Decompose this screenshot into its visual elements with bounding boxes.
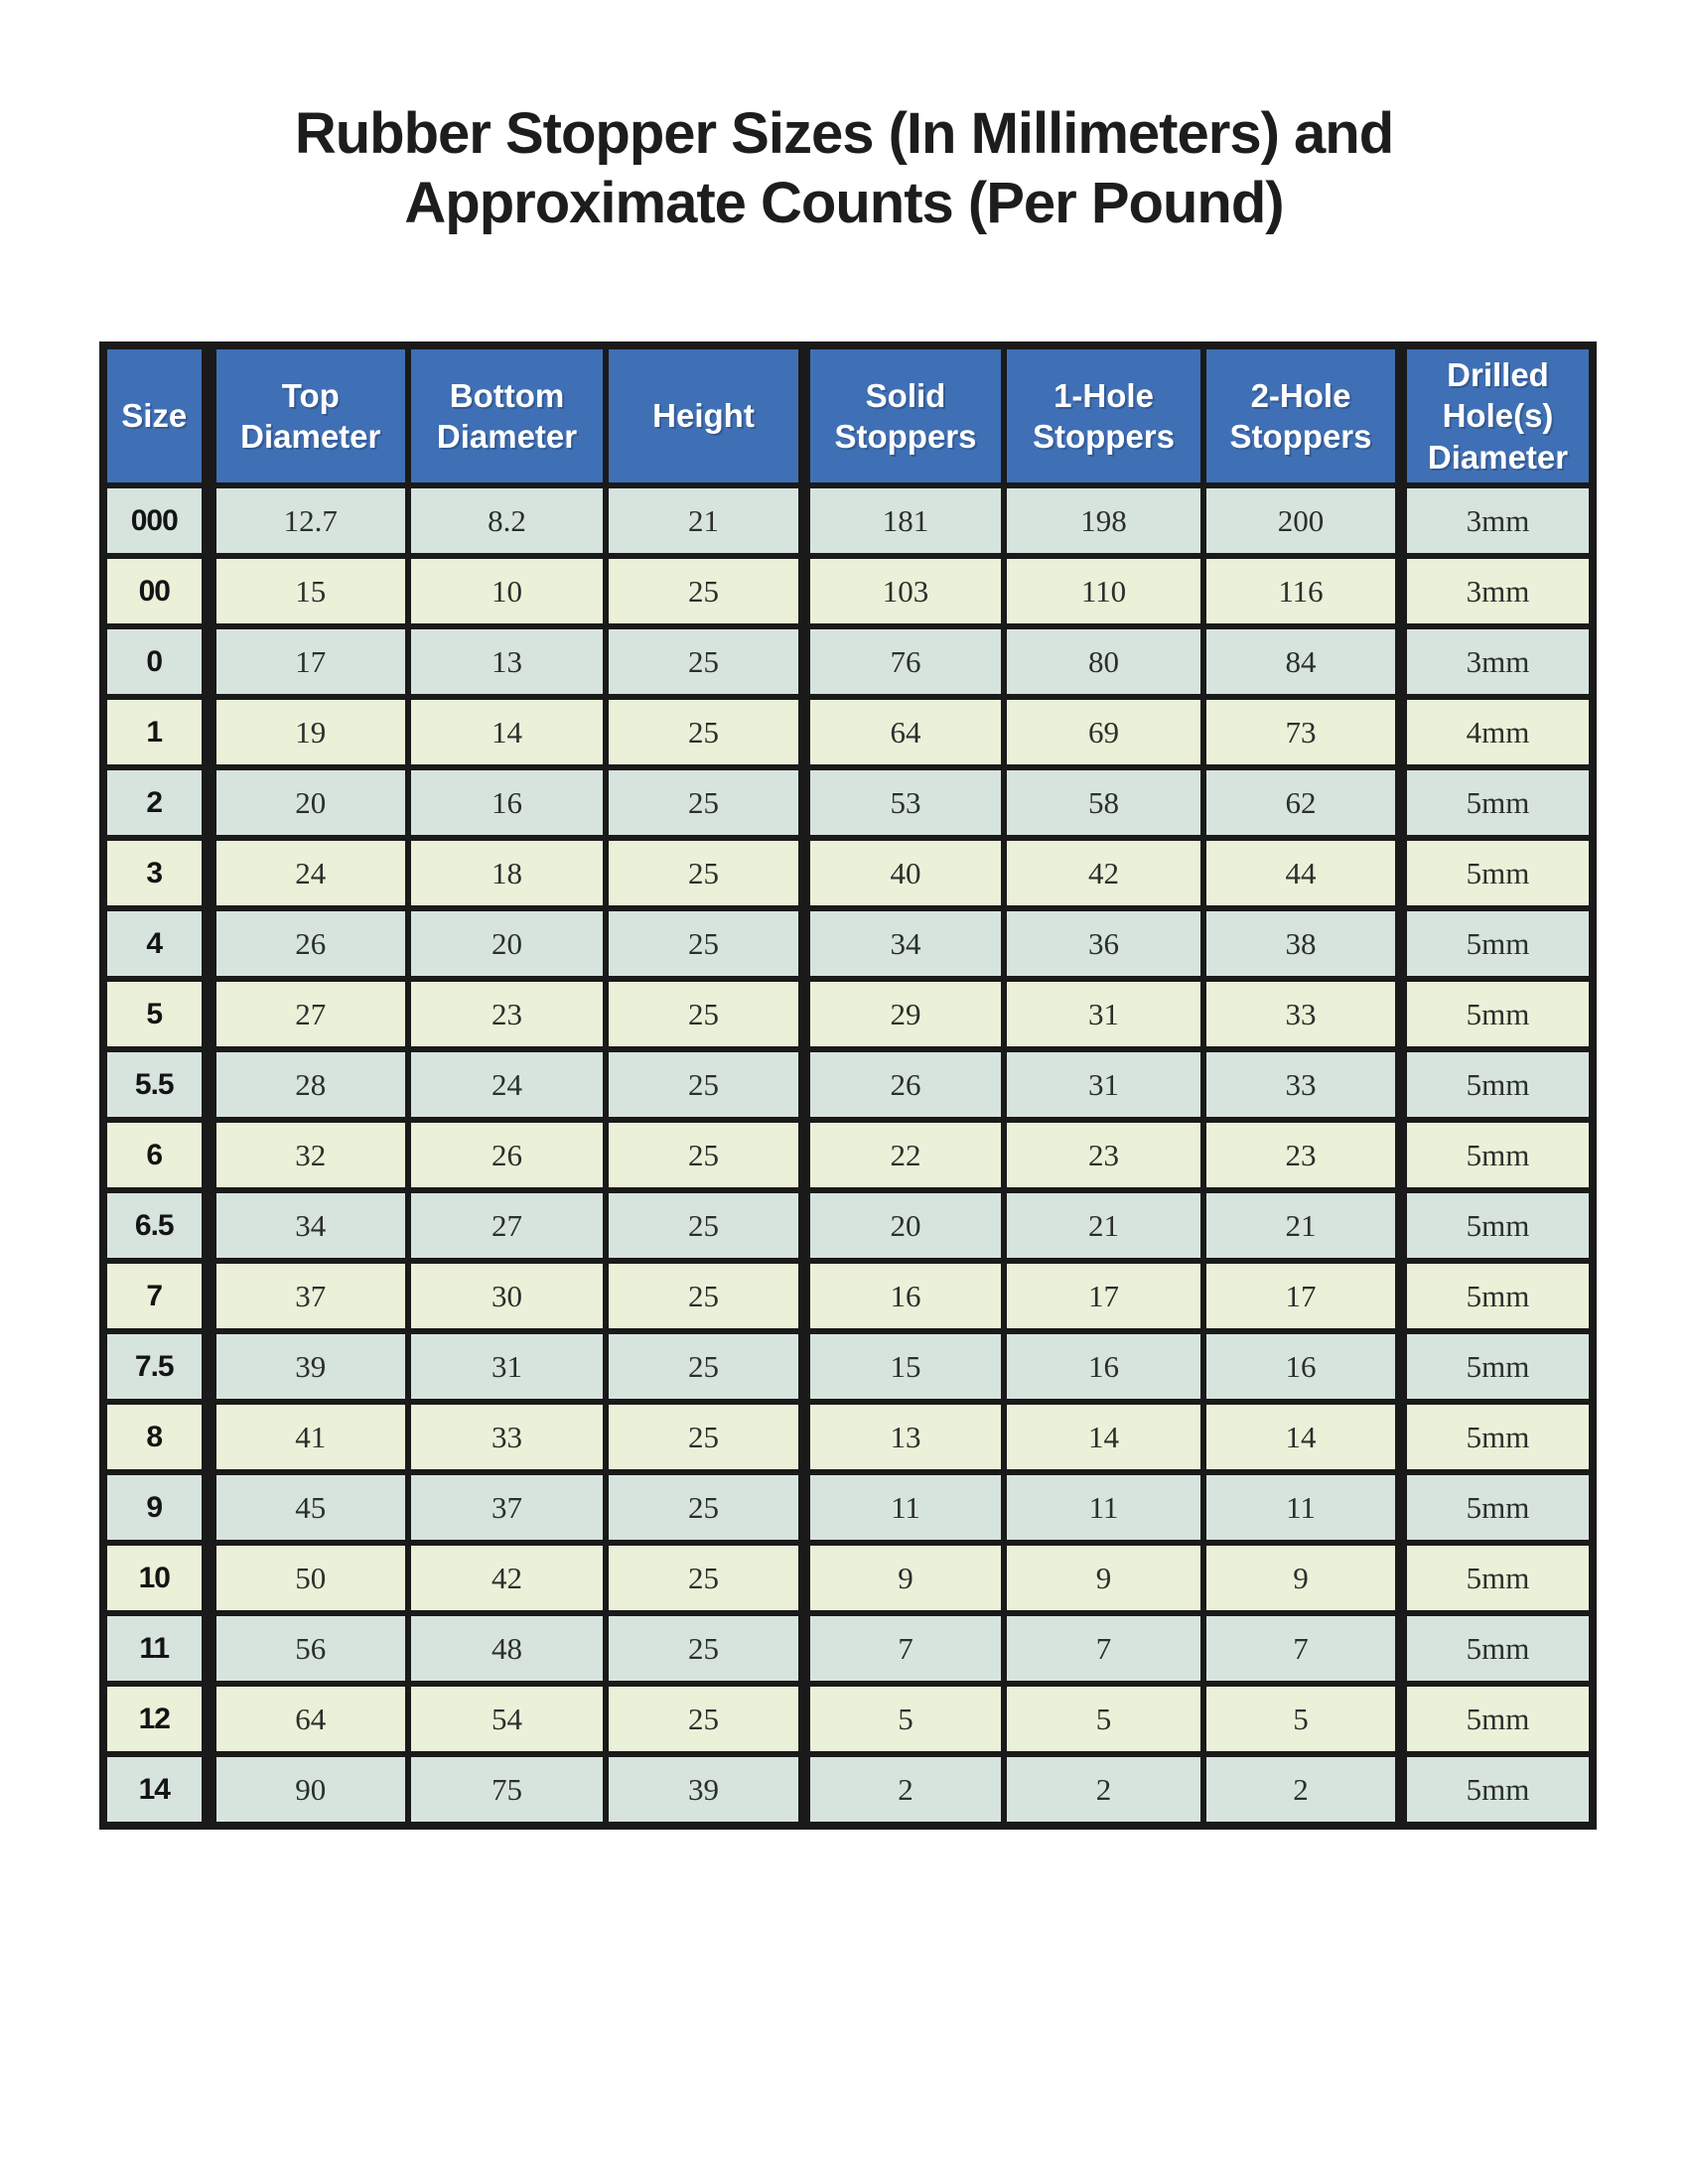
size-cell: 5	[103, 979, 209, 1049]
table-row	[103, 1261, 1593, 1331]
size-cell: 4	[103, 908, 209, 979]
bottom-cell: 13	[408, 626, 606, 697]
height-cell: 25	[606, 697, 804, 767]
solid-cell: 29	[804, 979, 1004, 1049]
table-row	[103, 1684, 1593, 1754]
bottom-cell: 31	[408, 1331, 606, 1402]
top-cell: 56	[209, 1613, 408, 1684]
solid-cell: 7	[804, 1613, 1004, 1684]
two_hole-cell: 16	[1203, 1331, 1401, 1402]
table-row	[103, 1402, 1593, 1472]
drilled-cell: 4mm	[1401, 697, 1593, 767]
drilled-cell: 3mm	[1401, 485, 1593, 556]
solid-cell: 181	[804, 485, 1004, 556]
two_hole-cell: 21	[1203, 1190, 1401, 1261]
height-cell: 25	[606, 626, 804, 697]
drilled-cell: 5mm	[1401, 1049, 1593, 1120]
bottom-cell: 54	[408, 1684, 606, 1754]
table-row	[103, 1049, 1593, 1120]
one_hole-cell: 80	[1004, 626, 1203, 697]
size-cell: 6	[103, 1120, 209, 1190]
size-cell: 0	[103, 626, 209, 697]
height-cell: 25	[606, 838, 804, 908]
two_hole-cell: 2	[1203, 1754, 1401, 1826]
top-cell: 50	[209, 1543, 408, 1613]
bottom-cell: 24	[408, 1049, 606, 1120]
drilled-cell: 5mm	[1401, 1684, 1593, 1754]
one_hole-cell: 42	[1004, 838, 1203, 908]
drilled-cell: 5mm	[1401, 1613, 1593, 1684]
size-cell: 5.5	[103, 1049, 209, 1120]
two_hole-cell: 11	[1203, 1472, 1401, 1543]
two_hole-cell: 44	[1203, 838, 1401, 908]
solid-cell: 26	[804, 1049, 1004, 1120]
table-row	[103, 838, 1593, 908]
two_hole-cell: 17	[1203, 1261, 1401, 1331]
table-row	[103, 1472, 1593, 1543]
one_hole-cell: 69	[1004, 697, 1203, 767]
size-cell: 9	[103, 1472, 209, 1543]
table-row	[103, 979, 1593, 1049]
solid-cell: 76	[804, 626, 1004, 697]
column-header-one_hole: 1-Hole Stoppers	[1004, 345, 1203, 485]
drilled-cell: 5mm	[1401, 1543, 1593, 1613]
height-cell: 25	[606, 1613, 804, 1684]
solid-cell: 2	[804, 1754, 1004, 1826]
two_hole-cell: 38	[1203, 908, 1401, 979]
height-cell: 25	[606, 1120, 804, 1190]
bottom-cell: 26	[408, 1120, 606, 1190]
height-cell: 25	[606, 1684, 804, 1754]
page-title-line-1: Rubber Stopper Sizes (In Millimeters) and	[294, 101, 1394, 166]
two_hole-cell: 62	[1203, 767, 1401, 838]
table-row	[103, 556, 1593, 626]
column-header-two_hole: 2-Hole Stoppers	[1203, 345, 1401, 485]
two_hole-cell: 200	[1203, 485, 1401, 556]
drilled-cell: 5mm	[1401, 1402, 1593, 1472]
top-cell: 34	[209, 1190, 408, 1261]
drilled-cell: 5mm	[1401, 908, 1593, 979]
top-cell: 20	[209, 767, 408, 838]
height-cell: 25	[606, 556, 804, 626]
solid-cell: 64	[804, 697, 1004, 767]
size-cell: 1	[103, 697, 209, 767]
drilled-cell: 3mm	[1401, 626, 1593, 697]
top-cell: 37	[209, 1261, 408, 1331]
bottom-cell: 30	[408, 1261, 606, 1331]
top-cell: 90	[209, 1754, 408, 1826]
solid-cell: 103	[804, 556, 1004, 626]
one_hole-cell: 58	[1004, 767, 1203, 838]
table-row	[103, 767, 1593, 838]
header-row	[103, 345, 1593, 485]
one_hole-cell: 9	[1004, 1543, 1203, 1613]
top-cell: 12.7	[209, 485, 408, 556]
table-row	[103, 908, 1593, 979]
two_hole-cell: 7	[1203, 1613, 1401, 1684]
column-header-drilled: Drilled Hole(s) Diameter	[1401, 345, 1593, 485]
column-header-top: Top Diameter	[209, 345, 408, 485]
one_hole-cell: 2	[1004, 1754, 1203, 1826]
two_hole-cell: 9	[1203, 1543, 1401, 1613]
two_hole-cell: 23	[1203, 1120, 1401, 1190]
drilled-cell: 5mm	[1401, 1472, 1593, 1543]
table-row	[103, 1331, 1593, 1402]
solid-cell: 40	[804, 838, 1004, 908]
bottom-cell: 42	[408, 1543, 606, 1613]
one_hole-cell: 7	[1004, 1613, 1203, 1684]
solid-cell: 15	[804, 1331, 1004, 1402]
solid-cell: 9	[804, 1543, 1004, 1613]
height-cell: 25	[606, 1543, 804, 1613]
size-cell: 7.5	[103, 1331, 209, 1402]
height-cell: 25	[606, 979, 804, 1049]
top-cell: 15	[209, 556, 408, 626]
two_hole-cell: 116	[1203, 556, 1401, 626]
drilled-cell: 5mm	[1401, 1190, 1593, 1261]
height-cell: 25	[606, 1049, 804, 1120]
height-cell: 25	[606, 1331, 804, 1402]
table-row	[103, 1543, 1593, 1613]
bottom-cell: 16	[408, 767, 606, 838]
bottom-cell: 20	[408, 908, 606, 979]
drilled-cell: 5mm	[1401, 1261, 1593, 1331]
two_hole-cell: 84	[1203, 626, 1401, 697]
size-cell: 10	[103, 1543, 209, 1613]
drilled-cell: 5mm	[1401, 767, 1593, 838]
table-row	[103, 1120, 1593, 1190]
bottom-cell: 8.2	[408, 485, 606, 556]
one_hole-cell: 14	[1004, 1402, 1203, 1472]
height-cell: 25	[606, 1472, 804, 1543]
one_hole-cell: 23	[1004, 1120, 1203, 1190]
bottom-cell: 10	[408, 556, 606, 626]
solid-cell: 34	[804, 908, 1004, 979]
size-cell: 11	[103, 1613, 209, 1684]
top-cell: 39	[209, 1331, 408, 1402]
table-row	[103, 485, 1593, 556]
height-cell: 25	[606, 908, 804, 979]
size-cell: 00	[103, 556, 209, 626]
bottom-cell: 37	[408, 1472, 606, 1543]
size-cell: 6.5	[103, 1190, 209, 1261]
table-row	[103, 697, 1593, 767]
size-cell: 12	[103, 1684, 209, 1754]
solid-cell: 13	[804, 1402, 1004, 1472]
solid-cell: 20	[804, 1190, 1004, 1261]
two_hole-cell: 14	[1203, 1402, 1401, 1472]
bottom-cell: 27	[408, 1190, 606, 1261]
bottom-cell: 14	[408, 697, 606, 767]
solid-cell: 16	[804, 1261, 1004, 1331]
table-row	[103, 1754, 1593, 1826]
one_hole-cell: 31	[1004, 979, 1203, 1049]
one_hole-cell: 16	[1004, 1331, 1203, 1402]
drilled-cell: 5mm	[1401, 838, 1593, 908]
height-cell: 21	[606, 485, 804, 556]
height-cell: 25	[606, 1261, 804, 1331]
top-cell: 17	[209, 626, 408, 697]
height-cell: 25	[606, 1402, 804, 1472]
stopper-size-table	[99, 341, 1597, 1830]
bottom-cell: 48	[408, 1613, 606, 1684]
size-cell: 8	[103, 1402, 209, 1472]
solid-cell: 22	[804, 1120, 1004, 1190]
height-cell: 25	[606, 1190, 804, 1261]
one_hole-cell: 5	[1004, 1684, 1203, 1754]
size-cell: 14	[103, 1754, 209, 1826]
one_hole-cell: 198	[1004, 485, 1203, 556]
table-row	[103, 626, 1593, 697]
size-cell: 7	[103, 1261, 209, 1331]
top-cell: 24	[209, 838, 408, 908]
table-body	[103, 485, 1593, 1826]
top-cell: 26	[209, 908, 408, 979]
table-row	[103, 1190, 1593, 1261]
top-cell: 19	[209, 697, 408, 767]
bottom-cell: 18	[408, 838, 606, 908]
one_hole-cell: 110	[1004, 556, 1203, 626]
column-header-height: Height	[606, 345, 804, 485]
column-header-solid: Solid Stoppers	[804, 345, 1004, 485]
two_hole-cell: 33	[1203, 1049, 1401, 1120]
two_hole-cell: 5	[1203, 1684, 1401, 1754]
top-cell: 32	[209, 1120, 408, 1190]
column-header-size: Size	[103, 345, 209, 485]
two_hole-cell: 73	[1203, 697, 1401, 767]
solid-cell: 11	[804, 1472, 1004, 1543]
drilled-cell: 5mm	[1401, 1754, 1593, 1826]
size-cell: 2	[103, 767, 209, 838]
solid-cell: 5	[804, 1684, 1004, 1754]
bottom-cell: 75	[408, 1754, 606, 1826]
drilled-cell: 5mm	[1401, 1120, 1593, 1190]
one_hole-cell: 17	[1004, 1261, 1203, 1331]
column-header-bottom: Bottom Diameter	[408, 345, 606, 485]
size-cell: 3	[103, 838, 209, 908]
two_hole-cell: 33	[1203, 979, 1401, 1049]
one_hole-cell: 31	[1004, 1049, 1203, 1120]
page-title-line-2: Approximate Counts (Per Pound)	[404, 171, 1284, 235]
table-row	[103, 1613, 1593, 1684]
top-cell: 41	[209, 1402, 408, 1472]
top-cell: 28	[209, 1049, 408, 1120]
drilled-cell: 3mm	[1401, 556, 1593, 626]
top-cell: 64	[209, 1684, 408, 1754]
top-cell: 27	[209, 979, 408, 1049]
height-cell: 25	[606, 767, 804, 838]
height-cell: 39	[606, 1754, 804, 1826]
drilled-cell: 5mm	[1401, 1331, 1593, 1402]
top-cell: 45	[209, 1472, 408, 1543]
bottom-cell: 23	[408, 979, 606, 1049]
one_hole-cell: 11	[1004, 1472, 1203, 1543]
size-cell: 000	[103, 485, 209, 556]
one_hole-cell: 36	[1004, 908, 1203, 979]
page-title	[0, 0, 1688, 238]
solid-cell: 53	[804, 767, 1004, 838]
bottom-cell: 33	[408, 1402, 606, 1472]
drilled-cell: 5mm	[1401, 979, 1593, 1049]
one_hole-cell: 21	[1004, 1190, 1203, 1261]
